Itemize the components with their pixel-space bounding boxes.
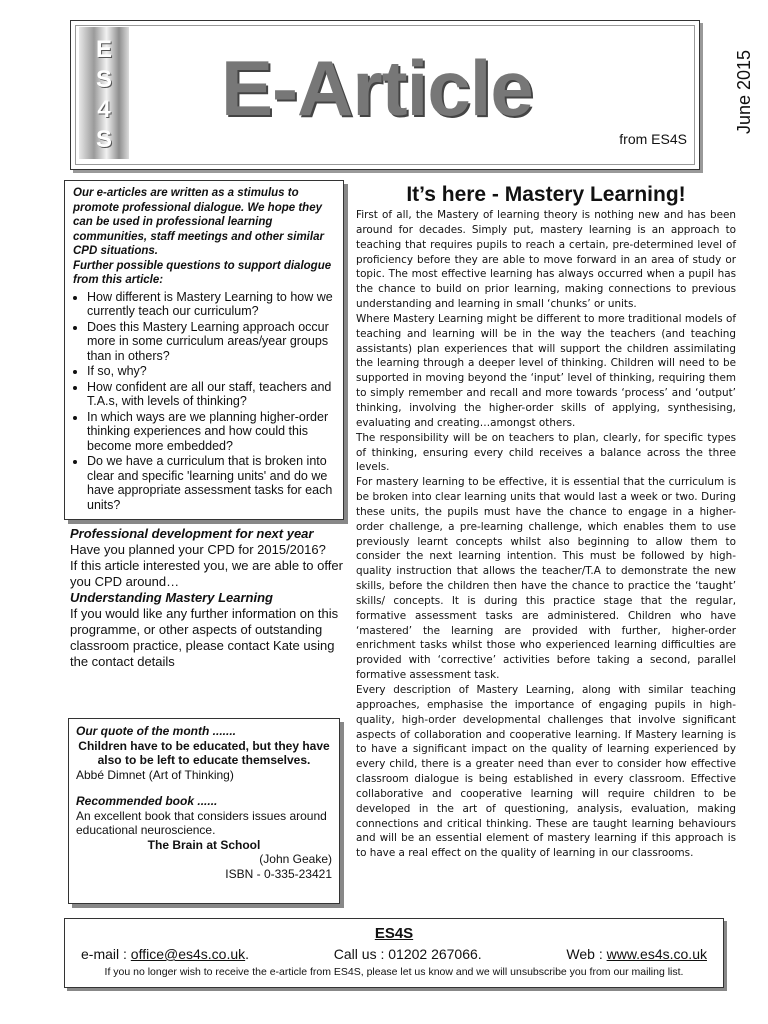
question-item: • How confident are all our staff, teachers and T.A.s, with levels of thinking? [87, 380, 335, 409]
email-contact [81, 945, 249, 963]
web-label: Web : [566, 946, 607, 962]
web-contact [566, 945, 707, 963]
question-item: • How different is Mastery Learning to how we currently teach our curriculum? [87, 290, 335, 319]
quote-box [68, 718, 340, 904]
quote-heading: Our quote of the month ....... [76, 724, 236, 738]
quote-text: Children have to be educated, but they have also to be left to educate themselves. [78, 738, 330, 767]
book-heading: Recommended book ...... [76, 794, 218, 808]
professional-development [70, 526, 350, 670]
questions-heading: Further possible questions to support dialogue from this article: [73, 259, 332, 286]
footer-org: ES4S [374, 925, 414, 942]
masthead-title: E-Article [221, 44, 533, 132]
question-item: • Does this Mastery Learning approach occur more in some curriculum areas/year groups than in others? [87, 320, 335, 364]
contact-footer [64, 918, 724, 988]
phone-contact: Call us : 01202 267066. [333, 946, 482, 962]
intro-box [64, 180, 344, 520]
question-item: • In which ways are we planning higher-order thinking experiences and how could this become more embedded? [87, 410, 335, 454]
unsubscribe-note: If you no longer wish to receive the e-article from ES4S, please let us know and we will unsubscribe you from our mailing list. [104, 966, 684, 978]
footer-contacts [65, 945, 723, 963]
masthead-banner [70, 20, 700, 170]
logo-letter-3: 4 [97, 96, 111, 123]
question-item: • If so, why? [87, 364, 335, 379]
book-author: (John Geake) [259, 852, 332, 866]
article-paragraph: The responsibility will be on teachers to plan, clearly, for specific types of thinking, ensuring every child receives a balance across the three levels. [356, 431, 736, 474]
prof-heading: Professional development for next year [70, 526, 314, 541]
logo-letter-2: S [95, 66, 112, 93]
prof-offer: If this article interested you, we are able to offer you CPD around… [70, 558, 343, 589]
quote-author: Abbé Dimnet (Art of Thinking) [76, 767, 234, 782]
questions-list [73, 290, 335, 513]
web-link[interactable]: www.es4s.co.uk [606, 946, 707, 962]
article-paragraph: Every description of Mastery Learning, along with similar teaching approaches, emphasise the importance of engaging pupils in high-quality, high-order developmental challenges that involve significant aspects of collaboration and cooperative learning. If Mastery learning is to have a significant impact on the quality of learning experienced by every child, there is a greater need than ever to consider how effective classroom dialogue is being established in every classroom. Effective collaborative and cooperative learning will require children to be developed in the art of questioning, analysis, evaluation, making connections and critical thinking. These are taught learning behaviours and will be an essential element of mastery learning if this approach is to have a real effect on the quality of learning in our classrooms. [356, 684, 736, 860]
logo-letter-1: E [95, 36, 112, 63]
article-paragraph: First of all, the Mastery of learning theory is nothing new and has been around for decades. Simply put, mastery learning is an approach to teaching that requires pupils to reach a certain, pre-determined level of proficiency before they are able to move forward in an area of study or topic. The most effective learning has always occurred when a pupil has the chance to build on prior learning, making connections to previous understanding and learning in small ‘chunks’ or units. [356, 209, 736, 311]
book-isbn: ISBN - 0-335-23421 [225, 866, 332, 881]
publisher-line: from ES4S [619, 131, 687, 147]
book-intro: An excellent book that considers issues around educational neuroscience. [76, 808, 327, 837]
article-title: It’s here - Mastery Learning! [406, 183, 686, 206]
es4s-logo [79, 27, 129, 159]
article-paragraph: Where Mastery Learning might be different to more traditional models of teaching and learning will be in the way the teachers (and teaching assistants) plan experiences that will support the children assimilating the learning through a deeper level of thinking. Children will need to be supported in moving beyond the ‘input’ level of thinking, requiring them to simply remember and recall and more towards ‘process’ and ‘output’ thinking, involving the higher-order skills of applying, synthesising, evaluating and creating…amongst others. [356, 312, 736, 429]
logo-letter-4: S [95, 126, 112, 153]
prof-contact: If you would like any further information on this programme, or other aspects of outstanding classroom practice, please contact Kate using the contact details [70, 606, 339, 669]
email-suffix: . [245, 946, 250, 962]
article-body [356, 208, 736, 861]
email-label: e-mail : [81, 946, 131, 962]
prof-question: Have you planned your CPD for 2015/2016? [70, 542, 326, 557]
article-paragraph: For mastery learning to be effective, it is essential that the curriculum is be broken into clear learning units that would last a week or two. During these units, the pupils must have the chance to engage in a higher-order challenge, a pre-learning challenge, which enables them to use previously learnt concepts whilst also beginning to allow them to consider the next learning intention. This must be followed by high-quality instruction that allows the teacher/T.A to demonstrate the new skills, before the children then have the chance to practice the ‘taught’ skills/ concepts. It is during this practice stage that the regular, formative assessment tasks are administered. Children who have ‘mastered’ the learning are provided with further, higher-order enrichment tasks whilst those who experienced learning difficulties are provided with ‘corrective’ activities before taking a second, parallel formative assessment task. [356, 476, 736, 682]
question-item: • Do we have a curriculum that is broken into clear and specific 'learning units' and do we have appropriate assessment tasks for each units? [87, 454, 335, 512]
email-link[interactable]: office@es4s.co.uk [130, 946, 246, 962]
book-title: The Brain at School [147, 837, 261, 852]
intro-lead: Our e-articles are written as a stimulus to promote professional dialogue. We hope they can be used in professional learning communities, staff meetings and other similar CPD situations. [73, 187, 324, 257]
issue-date: June 2015 [734, 49, 754, 135]
prof-topic: Understanding Mastery Learning [70, 590, 273, 605]
